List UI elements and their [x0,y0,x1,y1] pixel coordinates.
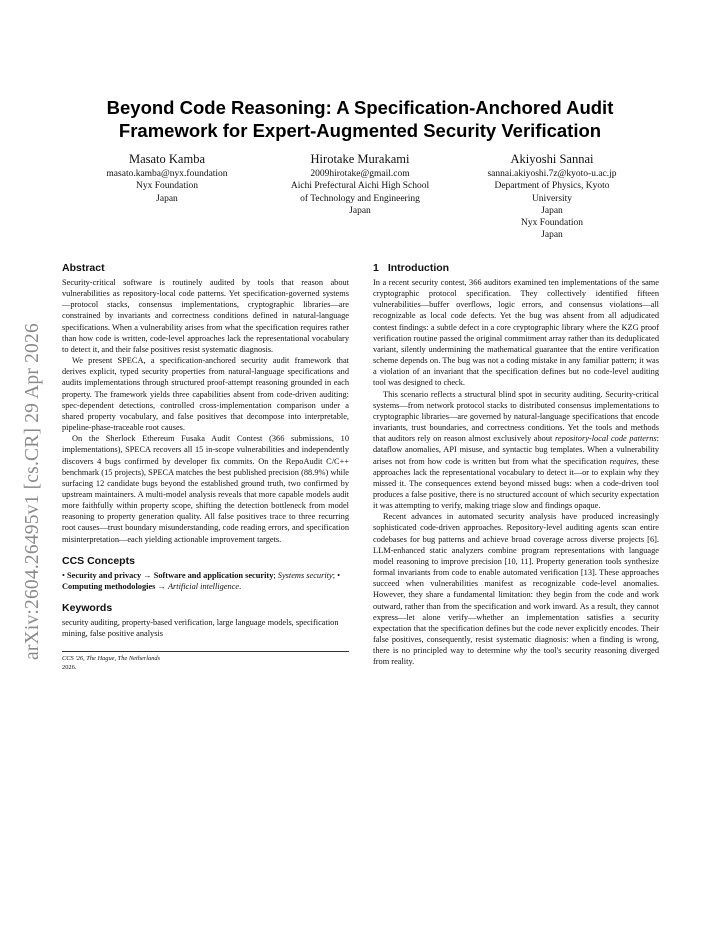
author-affiliation: Aichi Prefectural Aichi High School [290,181,430,192]
footnote-divider [62,651,349,652]
abstract-heading: Abstract [62,262,105,274]
emphasis: requires [609,456,637,466]
author-country: Japan [541,230,563,241]
author-affiliation: University [531,193,573,204]
author-name: Masato Kamba [128,152,206,166]
author-email[interactable]: masato.kamba@nyx.foundation [106,169,228,179]
footnote-venue: CCS '26, The Hague, The Netherlands [62,655,161,663]
ccs-concept: Computing methodologies [62,581,156,591]
section-number: 1 [373,262,379,274]
keywords-heading: Keywords [62,602,113,615]
ccs-concept: Security and privacy → Software and application security [67,570,274,580]
text-run: This scenario reflects a structural blind spot in security auditing. Security-critical systems—from network protocol stacks to distributed consensus implementations to cryptographic libraries—are governed by natural-language specifications that encode invariants, trust boundaries, and correctness conditions. Yet the tools and methods that auditors rely on reason almost exclusively about [373,389,659,444]
intro-paragraph [373,511,659,667]
emphasis: repository-local code patterns [554,434,657,444]
author-country: Japan [156,193,178,204]
text-run: the tool's security reasoning diverged from reality. [373,646,659,667]
introduction-heading [373,262,659,275]
author-country: Japan [541,205,563,216]
ccs-heading: CCS Concepts [62,554,135,567]
ccs-separator: ; [273,570,278,580]
abstract-paragraph: We present SPECA, a specification-anchored security audit framework that derives explicit, typed security properties from natural-language specifications and audits implementations through structured proof-attempt reasoning grounded in each property. The framework yields three capabilities absent from code-driven auditing: spec-dependent detections, controlled cross-implementation comparison under a shared property vocabulary, and false positives that decompose into interpretable, pipeline-phase-traceable root causes. [62,356,349,433]
arxiv-identifier: arXiv:2604.26495v1 [cs.CR] 29 Apr 2026 [22,323,43,660]
ccs-bullet: • [62,570,68,580]
author-affiliation: of Technology and Engineering [300,193,420,204]
text-run: : dataflow anomalies, API misuse, and syntactic bug templates. When a vulnerability arises not from how code is written but from what the specification [373,434,659,466]
section-title: Introduction [387,262,450,274]
author-email[interactable]: sannai.akiyoshi.7z@kyoto-u.ac.jp [487,169,617,179]
footnote [62,655,349,672]
author-1 [62,152,272,205]
text-run: Recent advances in automated security analysis have produced increasingly sophisticated code-driven approaches. Repository-level auditing agents scan entire codebases for bug patterns and achieve broad coverage across diverse projects [6]. LLM-enhanced static analyzers combine program representations with language model reasoning to improve precision [10, 11]. Property generation tools synthesize formal invariants from code to enable automated verification [13]. These approaches succeed when vulnerabilities manifest as recognizable code-level anomalies. However, they share a fundamental limitation: they begin from the code and work outward, rather than from the specification and work inward. As a result, they cannot express—let alone verify—whether an implementation satisfies a security expectation that the specification defines but the code never explicitly encodes. Their false positives, consequently, resist systematic diagnosis: when a finding is wrong, there is no principled way to determine [373,512,659,656]
footnote-year: 2026. [62,663,77,671]
intro-paragraph [373,389,659,512]
ccs-concept: Systems security [277,570,333,580]
paper-title: Beyond Code Reasoning: A Specification-Anchored Audit Framework for Expert-Augmented Security Verification [106,97,614,141]
intro-paragraph: In a recent security contest, 366 auditors examined ten implementations of the same cryptographic protocol specification. They collectively identified fifteen vulnerabilities—buffer overflows, logic errors, and consensus violations—all recognizable as local code defects. Yet the bug was absent from all adjudicated contest findings: a subtle defect in a core cryptographic library where the KZG proof verification routine passed the original commitment array rather than its deduplicated variant, silently undermining the mathematical guarantee that the entire verification scheme depends on. The bug was not a coding mistake in any familiar pattern; it was a violation of an invariant that the specification defines but no code-level auditing tool was designed to check. [373,278,659,388]
abstract-paragraph: Security-critical software is routinely audited by tools that reason about vulnerabilities as repository-local code patterns. Yet specification-governed systems—protocol stacks, consensus implementations, cryptographic libraries—are constrained by invariants and correctness conditions defined in natural-language specifications. When a vulnerability arises from what the specification requires rather than how code is written, code-level approaches lack the representational vocabulary to detect it, and their false positives resist systematic diagnosis. [62,278,349,354]
emphasis: why [513,646,528,656]
ccs-separator: ; • [332,570,341,580]
author-2 [258,152,462,217]
author-name: Akiyoshi Sannai [510,152,594,166]
author-affiliation: Nyx Foundation [135,181,198,192]
keywords-text: security auditing, property-based verification, large language models, specification mining, false positive analysis [62,618,339,639]
ccs-separator: . [239,581,242,591]
text-run: , these approaches lack the representational vocabulary to detect it—or to explain why they missed it. The consequences extend beyond missed bugs: when a code-driven tool produces a false positive, there is no structured account of which security expectation it was attempting to verify, making triage slow and findings opaque. [373,456,659,511]
author-affiliation: Department of Physics, Kyoto [494,181,610,192]
author-3 [446,152,658,242]
ccs-concept: Artificial intelligence [167,581,240,591]
ccs-separator: → [155,581,168,591]
left-column [62,262,349,672]
abstract-paragraph: On the Sherlock Ethereum Fusaka Audit Contest (366 submissions, 10 implementations), SPECA recovers all 15 in-scope vulnerabilities and independently discovers 4 bugs confirmed by developer fix commits. On the RepoAudit C/C++ benchmark (15 projects), SPECA matches the best published precision (88.9%) while surfacing 12 candidate bugs beyond the established ground truth, two confirmed by upstream maintainers. A multi-model analysis reveals that more capable models audit more faithfully within property scope, shifting the detection bottleneck from model reasoning to property generation quality. All false positives trace to three recurring root causes—trust boundary misunderstanding, code reading errors, and specification misinterpretation—each yielding actionable improvement targets. [62,434,349,544]
author-country: Japan [349,205,371,216]
author-email[interactable]: 2009hirotake@gmail.com [310,169,410,179]
right-column [373,262,659,667]
ccs-concepts [62,570,349,592]
author-name: Hirotake Murakami [310,152,410,166]
author-affiliation: Nyx Foundation [520,218,583,229]
